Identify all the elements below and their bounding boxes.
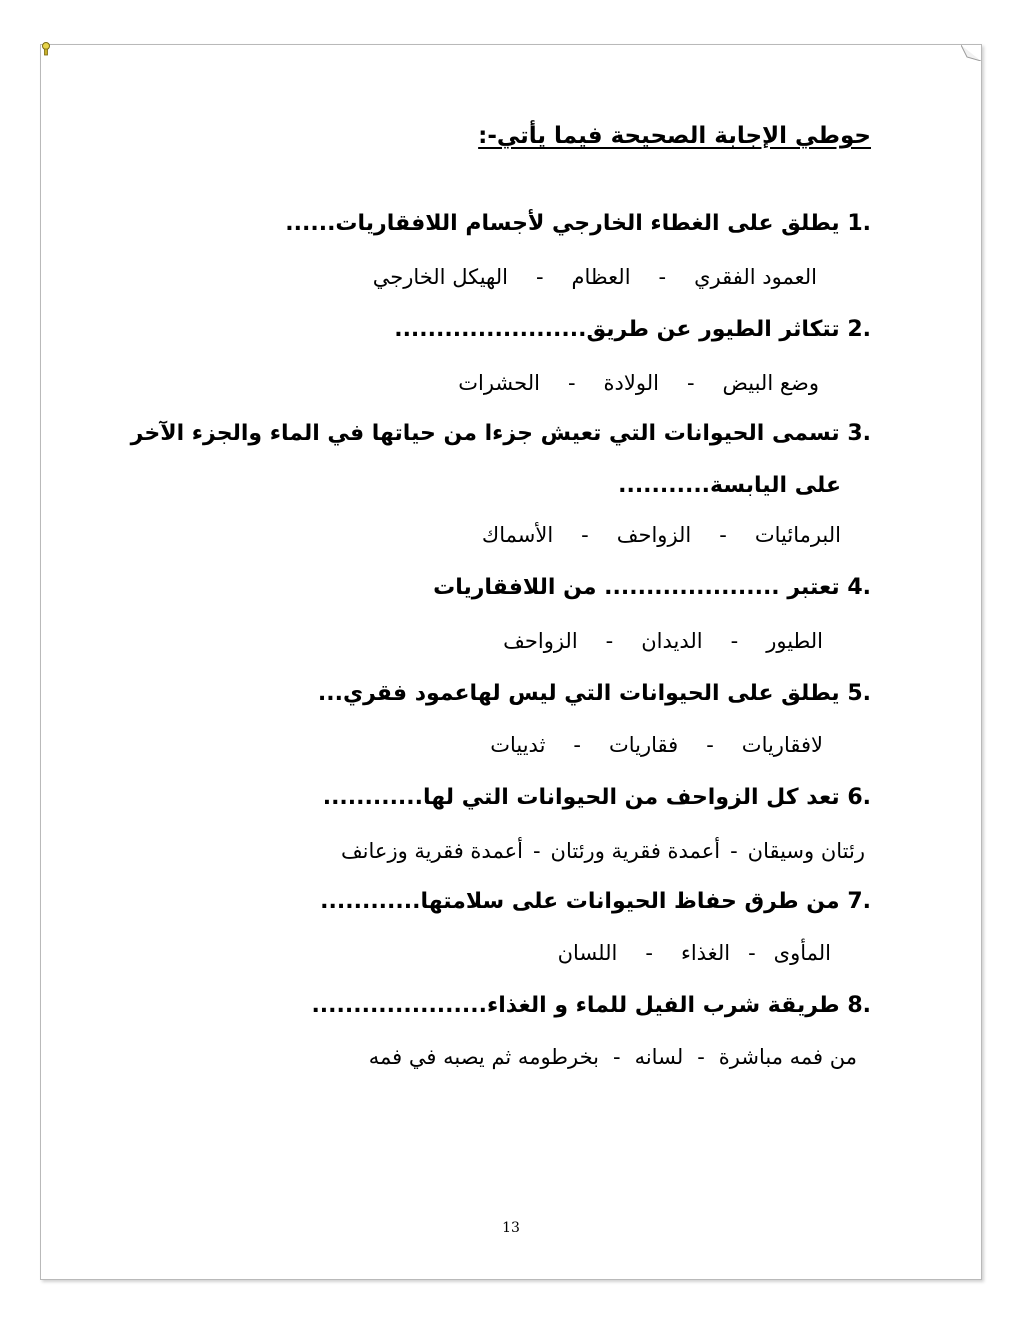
option[interactable]: الهيكل الخارجي bbox=[372, 265, 508, 289]
option[interactable]: وضع البيض bbox=[722, 371, 819, 395]
options-4 bbox=[503, 629, 823, 653]
question-text: تعد كل الزواحف من الحيوانات التي لها............ bbox=[322, 785, 840, 810]
option-separator: - bbox=[581, 523, 589, 547]
question-number: 6. bbox=[847, 785, 871, 810]
option[interactable]: الغذاء bbox=[680, 941, 731, 965]
option-separator: - bbox=[573, 733, 581, 757]
option-separator: - bbox=[730, 629, 739, 653]
question-6 bbox=[323, 785, 871, 810]
option[interactable]: رئتان وسيقان bbox=[747, 839, 865, 863]
question-3-continuation: على اليابسة........... bbox=[618, 473, 841, 498]
option[interactable]: ثدييات bbox=[490, 733, 546, 757]
question-4 bbox=[433, 575, 871, 600]
question-text: يطلق على الغطاء الخارجي لأجسام اللافقاريات...... bbox=[285, 211, 840, 236]
option-separator: - bbox=[532, 839, 541, 863]
page-fold-icon bbox=[961, 45, 981, 61]
question-2 bbox=[394, 317, 871, 342]
option[interactable]: العمود الفقري bbox=[694, 265, 817, 289]
options-5 bbox=[490, 733, 823, 757]
question-text: طريقة شرب الفيل للماء و الغذاء..................... bbox=[311, 993, 840, 1018]
option[interactable]: الزواحف bbox=[503, 629, 578, 653]
question-5 bbox=[318, 681, 871, 706]
page-number: 13 bbox=[502, 1220, 520, 1236]
option[interactable]: أعمدة فقرية وزعانف bbox=[340, 839, 523, 863]
options-1 bbox=[373, 265, 817, 289]
option[interactable]: الأسماك bbox=[481, 523, 554, 547]
option-separator: - bbox=[535, 265, 544, 289]
option[interactable]: الولادة bbox=[603, 371, 659, 395]
option[interactable]: لسانه bbox=[634, 1045, 684, 1069]
question-number: 8. bbox=[847, 993, 871, 1018]
option-separator: - bbox=[748, 941, 756, 965]
option[interactable]: الزواحف bbox=[616, 523, 692, 547]
question-3 bbox=[131, 421, 871, 446]
option[interactable]: أعمدة فقرية ورئتان bbox=[550, 839, 721, 863]
options-2 bbox=[458, 371, 819, 395]
option-separator: - bbox=[719, 523, 727, 547]
option-separator: - bbox=[658, 265, 667, 289]
option[interactable]: اللسان bbox=[557, 941, 618, 965]
question-number: 5. bbox=[847, 681, 871, 706]
question-number: 3. bbox=[847, 421, 871, 446]
option[interactable]: البرمائيات bbox=[754, 523, 841, 547]
option[interactable]: الحشرات bbox=[458, 371, 540, 395]
question-text: تسمى الحيوانات التي تعيش جزءا من حياتها في الماء والجزء الآخر bbox=[130, 421, 840, 446]
options-7 bbox=[558, 941, 831, 965]
question-number: 1. bbox=[847, 211, 871, 236]
option[interactable]: لافقاريات bbox=[741, 733, 823, 757]
question-text: من طرق حفاظ الحيوانات على سلامتها............ bbox=[320, 889, 840, 914]
option-separator: - bbox=[613, 1045, 621, 1069]
question-7 bbox=[320, 889, 871, 914]
option[interactable]: بخرطومه ثم يصبه في فمه bbox=[368, 1045, 599, 1069]
question-number: 2. bbox=[847, 317, 871, 342]
question-1 bbox=[285, 211, 871, 236]
question-text: تعتبر ..................... من اللافقاريات bbox=[433, 575, 840, 600]
question-number: 4. bbox=[847, 575, 871, 600]
option-separator: - bbox=[706, 733, 714, 757]
option-separator: - bbox=[605, 629, 614, 653]
document-page bbox=[40, 44, 982, 1280]
option[interactable]: العظام bbox=[571, 265, 631, 289]
question-text: يطلق على الحيوانات التي ليس لهاعمود فقري... bbox=[317, 681, 840, 706]
options-6 bbox=[341, 839, 865, 863]
option-separator: - bbox=[567, 371, 576, 395]
question-text: تتكاثر الطيور عن طريق....................... bbox=[394, 317, 840, 342]
option[interactable]: المأوى bbox=[773, 941, 831, 965]
option[interactable]: من فمه مباشرة bbox=[718, 1045, 857, 1069]
options-8 bbox=[369, 1045, 857, 1069]
option[interactable]: فقاريات bbox=[609, 733, 679, 757]
pin-icon bbox=[39, 41, 53, 57]
option-separator: - bbox=[730, 839, 738, 863]
question-number: 7. bbox=[847, 889, 871, 914]
question-8 bbox=[311, 993, 871, 1018]
option-separator: - bbox=[697, 1045, 705, 1069]
option-separator: - bbox=[686, 371, 695, 395]
option[interactable]: الديدان bbox=[641, 629, 703, 653]
option[interactable]: الطيور bbox=[766, 629, 823, 653]
option-separator: - bbox=[645, 941, 653, 965]
options-3 bbox=[482, 523, 841, 547]
page-title: حوطي الإجابة الصحيحة فيما يأتي-: bbox=[478, 123, 871, 149]
